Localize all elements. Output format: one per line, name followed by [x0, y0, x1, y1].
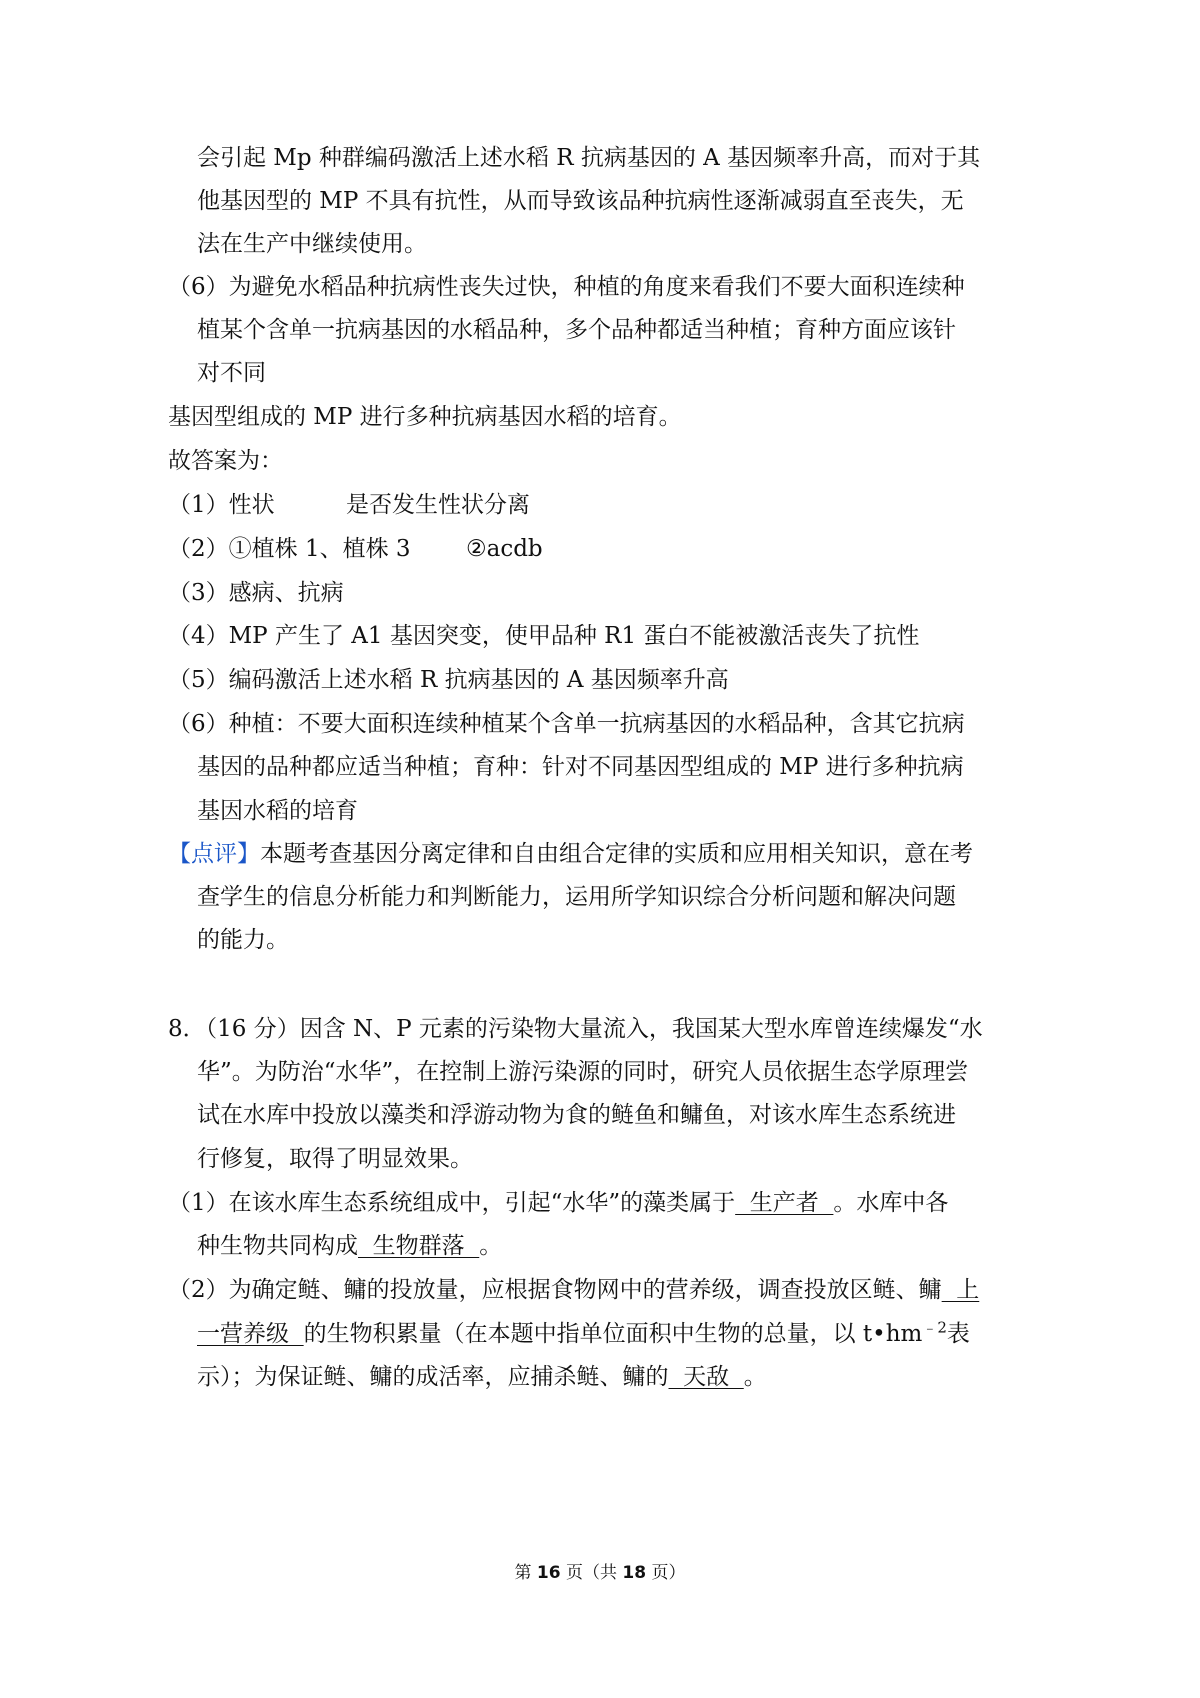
- answer-2-label: （2）①植株 1、植株 3: [168, 536, 411, 562]
- text-span: 。: [743, 1364, 767, 1390]
- text-span: （2）为确定鲢、鳙的投放量，应根据食物网中的营养级，调查投放区鲢、鳙: [168, 1277, 942, 1303]
- footer-text: 页（共: [560, 1563, 623, 1583]
- question-8-part-2: [197, 1319, 970, 1349]
- text-line: 植某个含单一抗病基因的水稻品种，多个品种都适当种植；育种方面应该针: [197, 317, 956, 343]
- text-span: 的生物积累量（在本题中指单位面积中生物的总量，以 t•hm: [303, 1321, 923, 1347]
- answer-blank-community: 生物群落: [358, 1233, 480, 1259]
- text-span: （1）在该水库生态系统组成中，引起“水华”的藻类属于: [168, 1190, 736, 1216]
- comment-line: 的能力。: [197, 927, 289, 953]
- footer-text: 页）: [646, 1563, 686, 1583]
- text-line: 法在生产中继续使用。: [197, 231, 427, 257]
- text-span: 示）；为保证鲢、鳙的成活率，应捕杀鲢、鳙的: [197, 1364, 669, 1390]
- answer-2-value: ②acdb: [466, 536, 543, 562]
- answer-4: （4）MP 产生了 A1 基因突变，使甲品种 R1 蛋白不能被激活丧失了抗性: [168, 623, 920, 649]
- question-8-part-1: [197, 1231, 502, 1261]
- answer-6: （6）种植：不要大面积连续种植某个含单一抗病基因的水稻品种，含其它抗病: [168, 711, 965, 737]
- total-pages: 18: [622, 1563, 647, 1583]
- question-8-stem: 试在水库中投放以藻类和浮游动物为食的鲢鱼和鳙鱼，对该水库生态系统进: [197, 1102, 956, 1128]
- answer-6: 基因水稻的培育: [197, 798, 358, 824]
- text-span: 种生物共同构成: [197, 1233, 358, 1259]
- question-8-stem: 8．（16 分）因含 N、P 元素的污染物大量流入，我国某大型水库曾连续爆发“水: [168, 1016, 983, 1042]
- answer-blank-producer: 生产者: [735, 1190, 834, 1216]
- question-8-part-2: [168, 1275, 979, 1305]
- answer-6: 基因的品种都应适当种植；育种：针对不同基因型组成的 MP 进行多种抗病: [197, 754, 964, 780]
- text-line: 基因型组成的 MP 进行多种抗病基因水稻的培育。: [168, 404, 682, 430]
- answer-1-value: 是否发生性状分离: [346, 492, 530, 518]
- text-span: 。: [479, 1233, 503, 1259]
- answer-header: 故答案为：: [168, 448, 283, 474]
- question-8-part-2: [197, 1362, 767, 1392]
- superscript: ﹣2: [922, 1318, 947, 1337]
- question-8-stem: 华”。为防治“水华”，在控制上游污染源的同时，研究人员依据生态学原理尝: [197, 1059, 969, 1085]
- page-number: 16: [536, 1563, 561, 1583]
- text-line: 会引起 Mp 种群编码激活上述水稻 R 抗病基因的 A 基因频率升高，而对于其: [197, 145, 981, 171]
- page-footer: [0, 1561, 1200, 1585]
- footer-text: 第: [514, 1563, 537, 1583]
- question-8-stem: 行修复，取得了明显效果。: [197, 1146, 473, 1172]
- text-line: 对不同: [197, 360, 266, 386]
- answer-blank-natural-enemy: 天敌: [668, 1364, 744, 1390]
- text-line: （6）为避免水稻品种抗病性丧失过快，种植的角度来看我们不要大面积连续种: [168, 274, 965, 300]
- answer-5: （5）编码激活上述水稻 R 抗病基因的 A 基因频率升高: [168, 667, 729, 693]
- question-8-part-1: [168, 1188, 948, 1218]
- text-line: 他基因型的 MP 不具有抗性，从而导致该品种抗病性逐渐减弱直至丧失，无: [197, 188, 964, 214]
- comment-text: 本题考查基因分离定律和自由组合定律的实质和应用相关知识，意在考: [260, 841, 973, 867]
- answer-blank-trophic-level: 上: [941, 1277, 980, 1303]
- comment-line: [168, 839, 973, 869]
- answer-1-label: （1）性状: [168, 492, 275, 518]
- text-span: 。水库中各: [833, 1190, 949, 1216]
- answer-3: （3）感病、抗病: [168, 580, 344, 606]
- comment-tag: 【点评】: [168, 841, 260, 867]
- comment-line: 查学生的信息分析能力和判断能力，运用所学知识综合分析问题和解决问题: [197, 884, 956, 910]
- answer-blank-trophic-level: 一营养级: [197, 1321, 304, 1347]
- text-span: 表: [946, 1321, 970, 1347]
